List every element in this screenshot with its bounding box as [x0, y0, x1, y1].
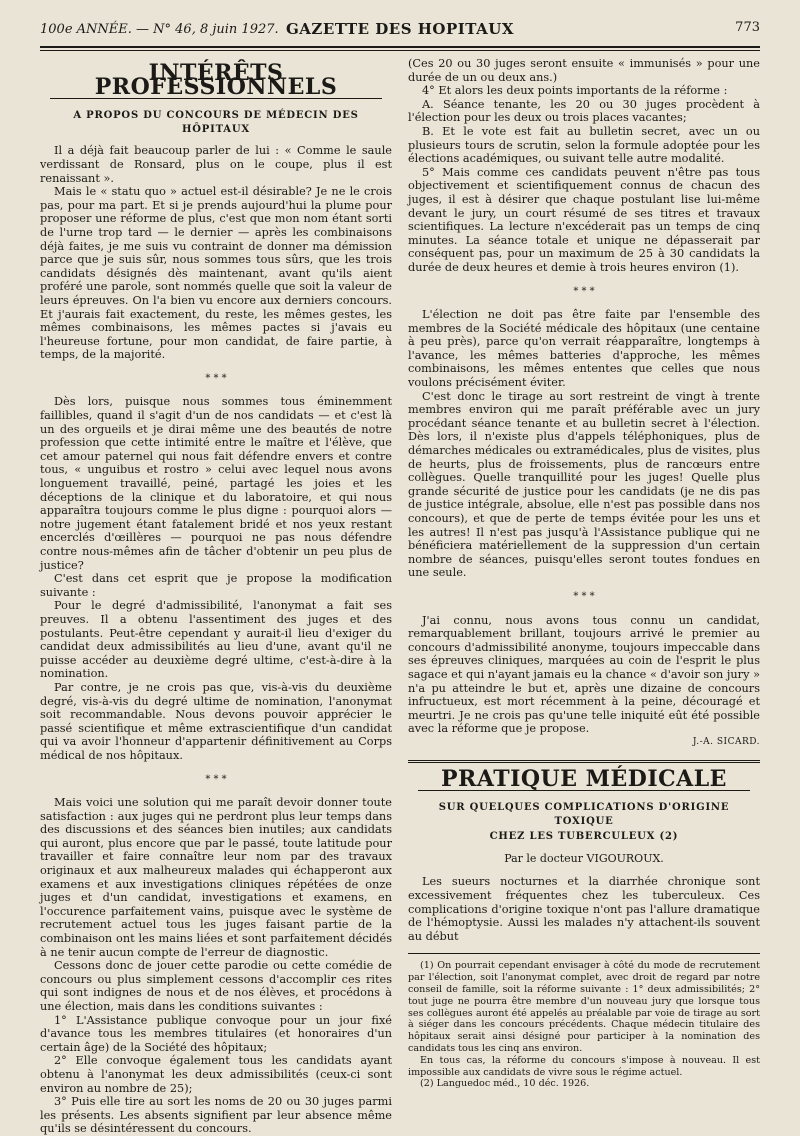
- paragraph: C'est donc le tirage au sort restreint de vingt à trente membres environ qui me paraît préférable avec un jury procédant séance tenante et au bulletin secret à l'élection. Dès lors, il n'existe plus d'appels téléphoniques, plus de démarches médicales ou extramédicales, plus de visites, plus de heurts, plus de froissements, plus de rancœurs entre collègues. Quelle tranquillité pour les juges! Quelle plus grande sécurité de justice pour les candidats (je ne dis pas de justice intégrale, absolue, elle n'est pas possible dans nos concours), et que de perte de temps évitée pour les uns et les autres! Il n'est pas jusqu'à l'Assistance publique qui ne bénéficiera matériellement de la suppression d'un certain nombre de séances, puisqu'elles seront toutes fondues en une seule.: [408, 389, 760, 580]
- paragraph: Par contre, je ne crois pas que, vis-à-vis du deuxième degré, vis-à-vis du degré ultime de nomination, l'anonymat soit recommandable. Nous devons pouvoir apprécier le passé scientifique et même extrascientifique d'un candidat qui va avoir l'honneur d'appartenir définitivement au Corps médical de nos hôpitaux.: [40, 680, 392, 762]
- section-title-interets: INTÉRÊTS PROFESSIONNELS: [94, 60, 338, 100]
- footnote: En tous cas, la réforme du concours s'impose à nouveau. Il est impossible aux candidats de vivre sous le régime actuel.: [408, 1054, 760, 1078]
- stars-separator: * * *: [573, 285, 595, 297]
- journal-title: GAZETTE DES HOPITAUX: [285, 20, 514, 38]
- paragraph: 2° Elle convoque également tous les candidats ayant obtenu à l'anonymat les deux admissibilités (ceux-ci sont environ au nombre de 25);: [40, 1054, 392, 1095]
- footnotes: [408, 960, 760, 1090]
- paragraph: 4° Et alors les deux points importants de la réforme :: [422, 84, 728, 98]
- article-subheading: A PROPOS DU CONCOURS DE MÉDECIN DES HÔPITAUX: [73, 110, 359, 135]
- paragraph: Mais voici une solution qui me paraît devoir donner toute satisfaction : aux juges qui ne perdront plus leur temps dans des discussions et des séances bien inutiles; aux candidats qui auront, plus encore que par le passé, toute latitude pour travailler et faire connaître leur nom par des travaux originaux et aux malheureux malades qui échapperont aux examens et aux investigations cliniques répétées de onze juges et d'un candidat, investigations et examens, en l'occurence parfaitement vains, puisque avec le système de recrutement actuel tous les juges faisant partie de la combinaison ont les mains liées et sont parfaitement décidés à ne tenir aucun compte de l'erreur de diagnostic.: [40, 796, 392, 959]
- header-rule: [40, 46, 760, 51]
- stars-separator: * * *: [205, 372, 227, 384]
- section-title-pratique: PRATIQUE MÉDICALE: [441, 765, 727, 792]
- footnote: (2) Languedoc méd., 10 déc. 1926.: [420, 1078, 590, 1090]
- paragraph: Cessons donc de jouer cette parodie ou cette comédie de concours ou plus simplement cessons d'accomplir ces rites qui sont indignes de nous et de nos élèves, et procédons à une élection, mais dans les conditions suivantes :: [40, 959, 392, 1013]
- article-subheading-line1: SUR QUELQUES COMPLICATIONS D'ORIGINE TOXIQUE: [438, 802, 730, 827]
- issue-info: 100e ANNÉE. — N° 46, 8 juin 1927.: [40, 22, 279, 37]
- paragraph: Mais le « statu quo » actuel est-il désirable? Je ne le crois pas, pour ma part. Et si je prends aujourd'hui la plume pour proposer une réforme de plus, c'est que mon nom étant sorti de l'urne trop tard — le dernier — après les combinaisons déjà faites, je me suis vu contraint de donner ma démission parce que je suis sûr, nous sommes tous sûrs, que les trois candidats désignés dès maintenant, avant qu'ils aient proféré une parole, sont nommés quelle que soit la valeur de leurs épreuves. On l'a bien vu encore aux derniers concours. Et j'aurais fait exactement, du reste, les mêmes gestes, les mêmes combinaisons, les mêmes pactes si j'avais eu l'heureuse fortune, pour mon candidat, de faire partie, à temps, de la majorité.: [40, 185, 392, 362]
- stars-separator: * * *: [205, 773, 227, 785]
- two-column-layout: [40, 57, 760, 1136]
- paragraph: J'ai connu, nous avons tous connu un candidat, remarquablement brillant, toujours arrivé le premier au concours d'admissibilité anonyme, toujours impeccable dans ses épreuves cliniques, marquées au coin de l'esprit le plus sagace et qui n'ayant jamais eu la chance « d'avoir son jury » n'a pu atteindre le but et, après une dizaine de concours infructueux, est mort récemment à la peine, découragé et meurtri. Je ne crois pas qu'une telle iniquité eût été possible avec la réforme que je propose.: [408, 613, 760, 736]
- author-signature: J.-A. SICARD.: [692, 736, 760, 747]
- paragraph: (Ces 20 ou 30 juges seront ensuite « immunisés » pour une durée de un ou deux ans.): [408, 57, 760, 84]
- paragraph: B. Et le vote est fait au bulletin secret, avec un ou plusieurs tours de scrutin, selon la formule adoptée pour les élections académiques, ou suivant telle autre modalité.: [408, 124, 760, 166]
- paragraph: Il a déjà fait beaucoup parler de lui : « Comme le saule verdissant de Ronsard, plus on le coupe, plus il est renaissant ».: [40, 144, 392, 185]
- running-header: [40, 18, 760, 40]
- footnote-rule: [408, 953, 760, 954]
- paragraph: 1° L'Assistance publique convoque pour un jour fixé d'avance tous les membres titulaires (et honoraires d'un certain âge) de la Société des hôpitaux;: [40, 1013, 392, 1054]
- paragraph: Dès lors, puisque nous sommes tous éminemment faillibles, quand il s'agit d'un de nos candidats — et c'est là un des orgueils et je dirai même une des beautés de notre profession que cette intimité entre le maître et l'élève, que cet amour paternel qui nous fait défendre envers et contre tous, « unguibus et rostro » celui avec lequel nous avons longuement travaillé, peiné, partagé les joies et les déceptions de la clinique et du laboratoire, et qui nous apparaîtra toujours comme le plus digne : pourquoi alors — notre jugement étant fatalement bridé et nos yeux restant encerclés d'œillères — pourquoi ne pas nous défendre contre nous-mêmes afin de tâcher d'obtenir un peu plus de justice?: [40, 395, 392, 572]
- page-number: 773: [735, 20, 760, 35]
- paragraph: C'est dans cet esprit que je propose la modification suivante :: [40, 572, 392, 599]
- right-column: [408, 57, 760, 1136]
- byline: Par le docteur VIGOUROUX.: [504, 851, 664, 865]
- article-subheading-line2: CHEZ LES TUBERCULEUX (2): [489, 831, 679, 843]
- paragraph: Pour le degré d'admissibilité, l'anonymat a fait ses preuves. Il a obtenu l'assentiment des juges et des postulants. Peut-être cependant y aurait-il lieu d'exiger du candidat deux admissibilités au lieu d'une, avant qu'il ne puisse accéder au deuxième degré ultime, c'est-à-dire à la nomination.: [40, 599, 392, 681]
- paragraph: L'élection ne doit pas être faite par l'ensemble des membres de la Société médicale des hôpitaux (une centaine à peu près), parce qu'on verrait réapparaître, longtemps à l'avance, les mêmes batteries d'approche, les mêmes combinaisons, les mêmes ententes que celles que nous voulons précisément éviter.: [408, 308, 760, 390]
- section-separator: [408, 760, 760, 763]
- left-column: [40, 57, 392, 1136]
- paragraph: A. Séance tenante, les 20 ou 30 juges procèdent à l'élection pour les deux ou trois places vacantes;: [408, 97, 760, 125]
- paragraph: Les sueurs nocturnes et la diarrhée chronique sont excessivement fréquentes chez les tuberculeux. Ces complications d'origine toxique n'ont pas l'allure dramatique de l'hémoptysie. Aussi les malades n'y attachent-ils souvent au début: [408, 875, 760, 943]
- paragraph: 5° Mais comme ces candidats peuvent n'être pas tous objectivement et scientifiquement connus de chacun des juges, il est à désirer que chaque postulant lise lui-même devant le jury, un court résumé de ses titres et travaux scientifiques. La lecture n'excéderait pas un temps de cinq minutes. La séance totale et unique ne dépasserait par conséquent pas, pour un maximum de 25 à 30 candidats la durée de deux heures et demie à trois heures environ (1).: [408, 165, 760, 274]
- stars-separator: * * *: [573, 590, 595, 602]
- footnote: (1) On pourrait cependant envisager à côté du mode de recrutement par l'élection, soit l'anonymat complet, avec droit de regard par notre conseil de famille, soit la réforme suivante : 1° deux admissibilités; 2° tout juge ne pourra être membre d'un nouveau jury que lorsque tous ses collègues auront été appelés au préalable par voie de tirage au sort à siéger dans les concours précédents. Chaque médecin titulaire des hôpitaux serait ainsi désigné pour participer à la nomination des candidats tous les cinq ans environ.: [408, 960, 760, 1055]
- paragraph: 3° Puis elle tire au sort les noms de 20 ou 30 juges parmi les présents. Les absents signifient par leur absence même qu'ils se désintéressent du concours.: [40, 1095, 392, 1136]
